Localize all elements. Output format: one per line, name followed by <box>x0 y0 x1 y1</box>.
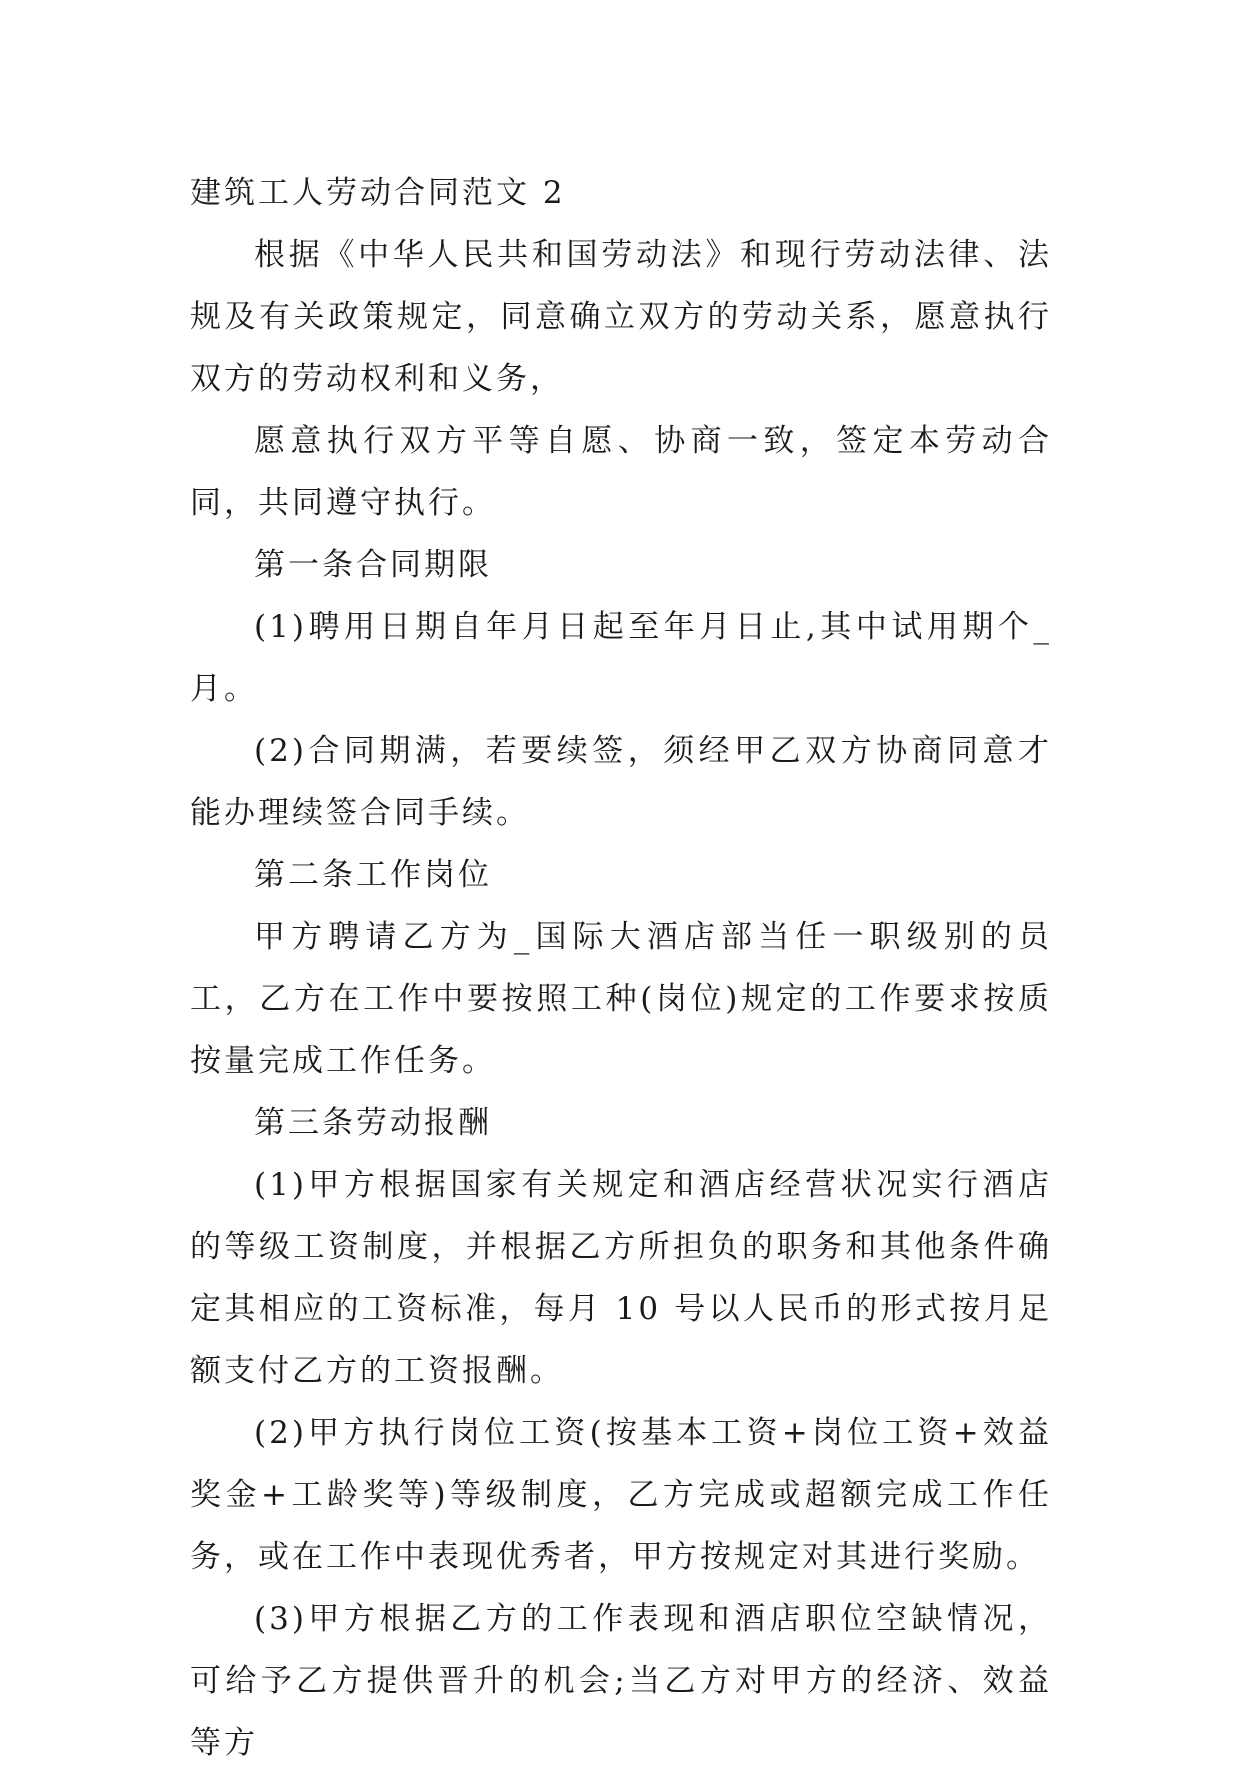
article-2-heading: 第二条工作岗位 <box>254 857 492 893</box>
intro-paragraph-1: 根据《中华人民共和国劳动法》和现行劳动法律、法规及有关政策规定，同意确立双方的劳动关系，愿意执行双方的劳动权利和义务， <box>190 237 1052 397</box>
article-3-clause-3: (3)甲方根据乙方的工作表现和酒店职位空缺情况，可给予乙方提供晋升的机会;当乙方对甲方的经济、效益等方 <box>190 1601 1052 1761</box>
article-1-clause-1: (1)聘用日期自年月日起至年月日止,其中试用期个_月。 <box>190 609 1052 707</box>
article-2-body: 甲方聘请乙方为_国际大酒店部当任一职级别的员工，乙方在工作中要按照工种(岗位)规定的工作要求按质按量完成工作任务。 <box>190 919 1052 1079</box>
article-1-heading: 第一条合同期限 <box>254 547 492 583</box>
document-title: 建筑工人劳动合同范文 2 <box>190 175 566 211</box>
article-3-clause-2: (2)甲方执行岗位工资(按基本工资+岗位工资+效益奖金+工龄奖等)等级制度，乙方完成或超额完成工作任务，或在工作中表现优秀者，甲方按规定对其进行奖励。 <box>190 1415 1052 1575</box>
article-3-clause-1: (1)甲方根据国家有关规定和酒店经营状况实行酒店的等级工资制度，并根据乙方所担负的职务和其他条件确定其相应的工资标准，每月 10 号以人民币的形式按月足额支付乙方的工资报酬。 <box>190 1167 1052 1389</box>
intro-paragraph-2: 愿意执行双方平等自愿、协商一致，签定本劳动合同，共同遵守执行。 <box>190 423 1052 521</box>
document-body <box>190 162 1052 1774</box>
article-3-heading: 第三条劳动报酬 <box>254 1105 492 1141</box>
article-1-clause-2: (2)合同期满，若要续签，须经甲乙双方协商同意才能办理续签合同手续。 <box>190 733 1052 831</box>
